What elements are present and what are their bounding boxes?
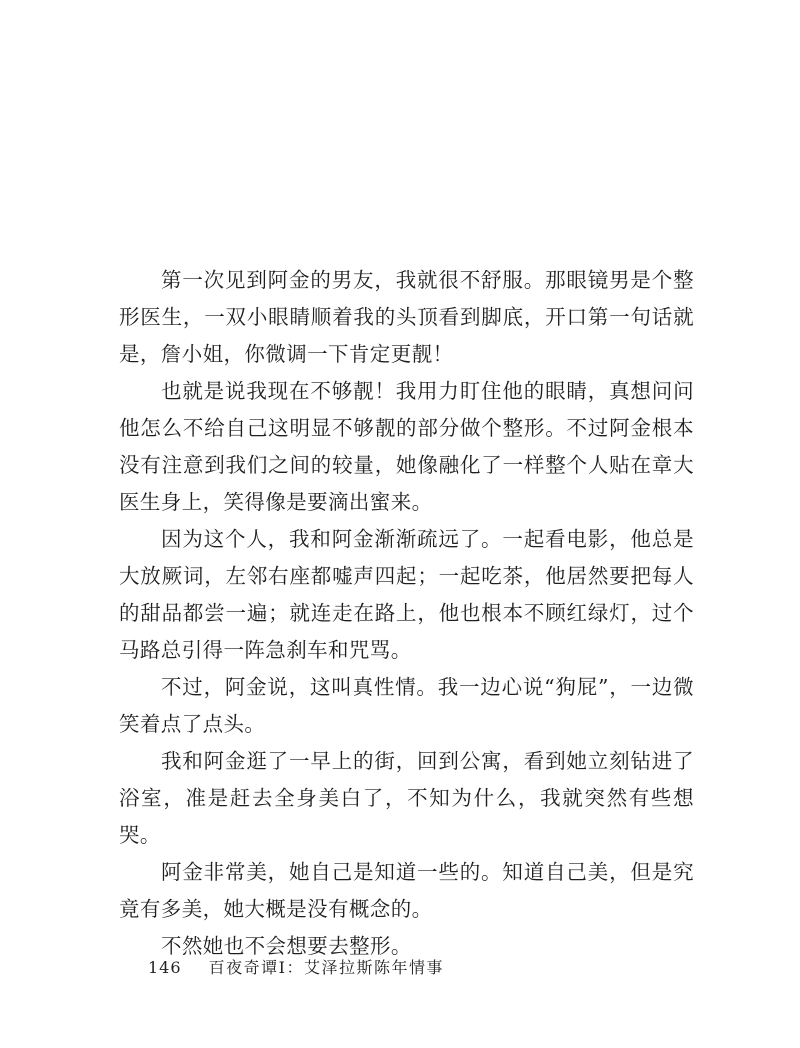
paragraph-3: 因为这个人，我和阿金渐渐疏远了。一起看电影，他总是大放厥词，左邻右座都嘘声四起；一起吃茶，他居然要把每人的甜品都尝一遍；就连走在路上，他也根本不顾红绿灯，过个马路总引得一阵急刹车和咒骂。 (119, 527, 694, 662)
paragraph-6: 阿金非常美，她自己是知道一些的。知道自己美，但是究竟有多美，她大概是没有概念的。 (119, 860, 694, 921)
paragraph-7: 不然她也不会想要去整形。 (161, 934, 412, 958)
paragraph-4: 不过，阿金说，这叫真性情。我一边心说“狗屁”，一边微笑着点了点头。 (119, 675, 694, 736)
paragraph-1: 第一次见到阿金的男友，我就很不舒服。那眼镜男是个整形医生，一双小眼睛顺着我的头顶看到脚底，开口第一句话就是，詹小姐，你微调一下肯定更靓！ (119, 268, 694, 366)
page-body-text (119, 262, 694, 965)
paragraph-2: 也就是说我现在不够靓！我用力盯住他的眼睛，真想问问他怎么不给自己这明显不够靓的部分做个整形。不过阿金根本没有注意到我们之间的较量，她像融化了一样整个人贴在章大医生身上，笑得像是要滴出蜜来。 (119, 379, 694, 514)
running-title: 百夜奇谭Ⅰ：艾泽拉斯陈年情事 (208, 958, 444, 977)
page-footer (148, 957, 444, 979)
paragraph-5: 我和阿金逛了一早上的街，回到公寓，看到她立刻钻进了浴室，准是赶去全身美白了，不知为什么，我就突然有些想哭。 (119, 749, 694, 847)
page-number: 146 (148, 958, 182, 977)
